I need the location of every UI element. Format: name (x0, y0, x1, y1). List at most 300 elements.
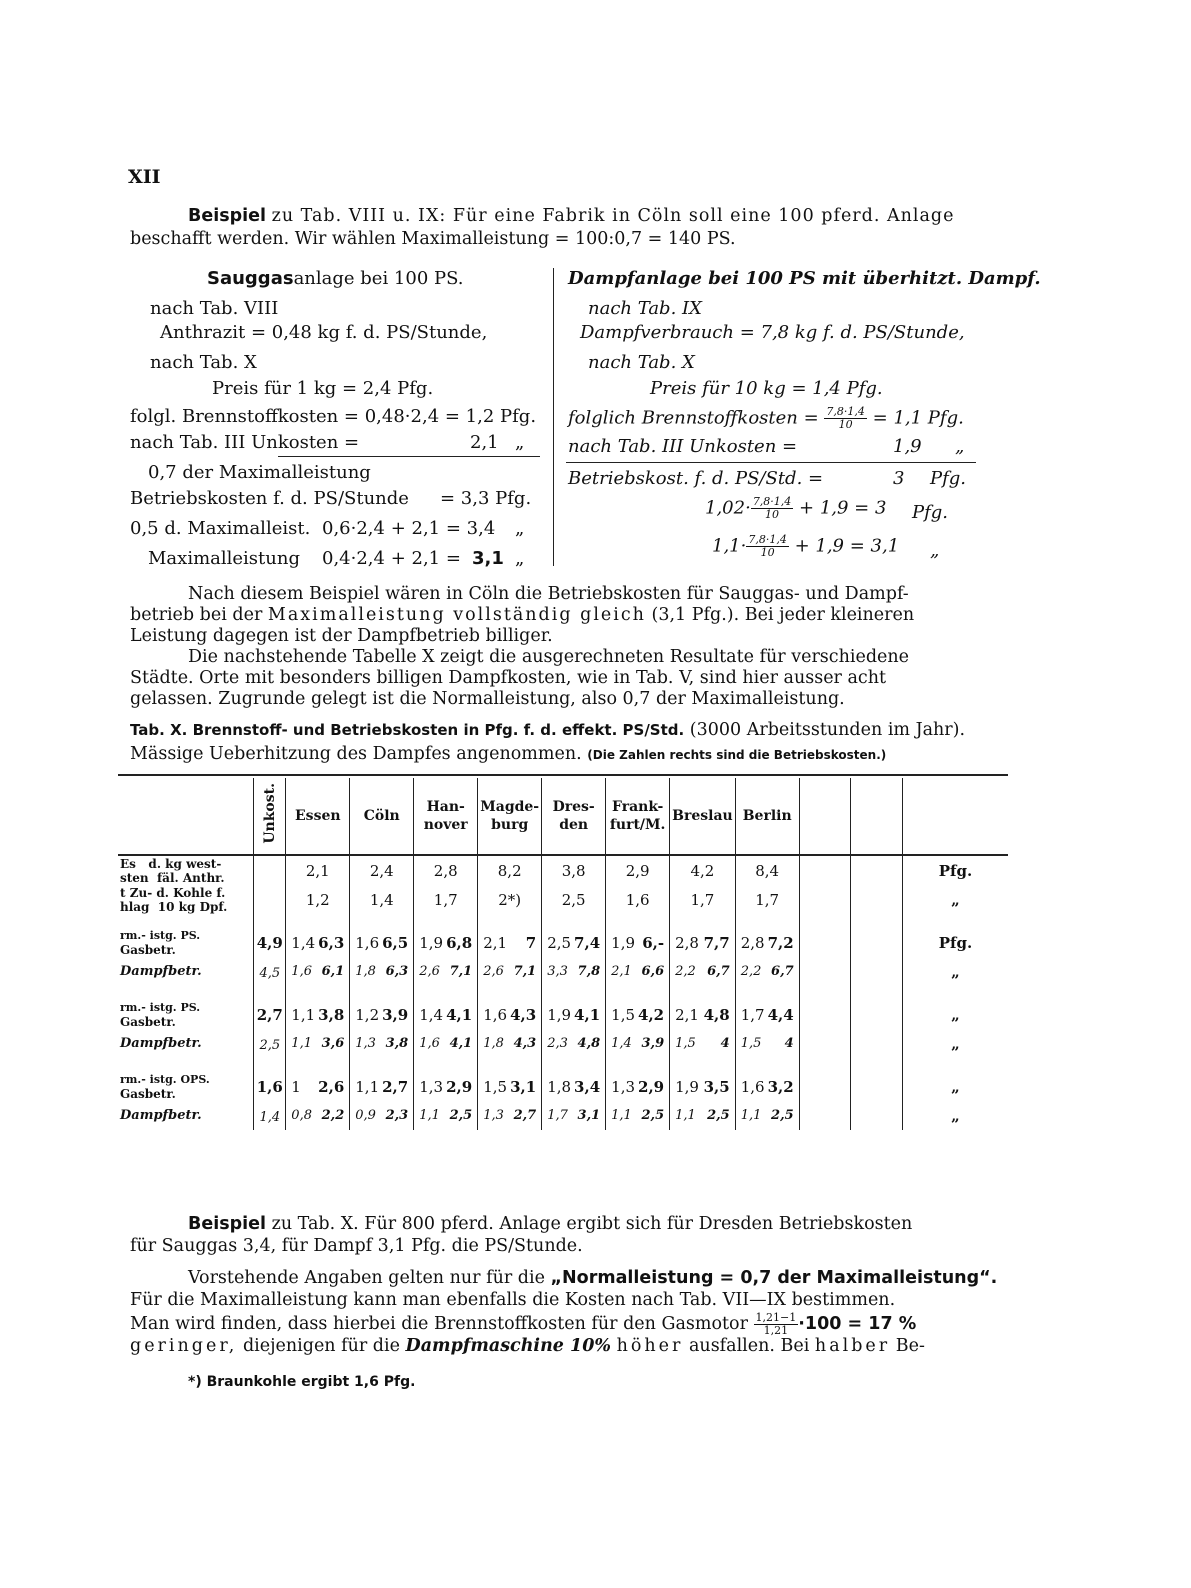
group-0-dampf-row (118, 957, 1008, 986)
cost-pair-cell (542, 928, 606, 957)
fraction-numerator: 7,8·1,4 (748, 533, 787, 546)
operating-cost: 7,2 (767, 933, 794, 952)
closing-line-1 (188, 1268, 997, 1289)
group-row-label (118, 1072, 254, 1101)
closing-line-2: Für die Maximalleistung kann man ebenfalls die Kosten nach Tab. VII—IX bestimmen. (130, 1290, 896, 1310)
gap-cell (286, 914, 350, 928)
cost-pair-cell (542, 1101, 606, 1130)
closing-line-4 (130, 1336, 925, 1357)
fuel-cost: 1,4 (291, 933, 316, 952)
mode-label: Gasbetr. (120, 943, 176, 957)
fuel-value-text: 1,7 (755, 890, 780, 909)
fuel-cost: 2,2 (675, 964, 696, 979)
unit-text: „ (951, 1005, 960, 1024)
gap-cell (851, 986, 903, 1000)
operating-cost: 6,7 (771, 964, 794, 979)
right-line-8-unit: Pfg. (912, 502, 949, 523)
operating-cost: 2,3 (385, 1108, 409, 1123)
cost-pair (544, 1108, 603, 1123)
cost-pair-cell (606, 1029, 670, 1058)
right-line-1: nach Tab. IX (588, 298, 702, 319)
gap-cell (606, 1058, 670, 1072)
left-line-6-ditto: „ (515, 432, 525, 453)
header-blank-0 (799, 778, 851, 855)
gap-cell (735, 986, 799, 1000)
fuel-cost: 2,6 (483, 964, 504, 979)
fuel-value-text: 2,9 (625, 861, 650, 880)
right-line-9-fraction (746, 534, 788, 559)
gap-cell (478, 914, 542, 928)
fuel-cost: 2,6 (419, 964, 440, 979)
fraction-denominator: 10 (760, 546, 775, 559)
city-name: Cöln (363, 808, 400, 824)
intro-line-2: beschafft werden. Wir wählen Maximalleistung = 100:0,7 = 140 PS. (130, 229, 736, 249)
fuel-value-text: 1,7 (690, 890, 715, 909)
cost-pair-cell (478, 928, 542, 957)
fuel-cost: 1,5 (675, 1036, 696, 1051)
unkost-value: 1,6 (256, 1077, 283, 1096)
cost-pair (480, 1006, 539, 1024)
fuel-cost: 1,6 (355, 933, 380, 952)
closing-line-3-fraction (754, 1312, 799, 1337)
group-row-label (118, 1000, 254, 1029)
mid-line-2-a: betrieb bei der (130, 605, 263, 625)
cost-pair (672, 1036, 733, 1051)
cost-pair (738, 1036, 797, 1051)
left-line-10-value: 3,1 (472, 548, 504, 569)
closing-line-1-b: „Normalleistung = 0,7 der Maximalleistung“. (550, 1268, 998, 1288)
fuel-value (350, 855, 414, 885)
operating-cost: 4,1 (574, 1005, 601, 1024)
fuel-cost: 1,8 (547, 1077, 572, 1096)
operating-cost: 4,8 (703, 1005, 730, 1024)
fuel-cost: 2,1 (675, 1005, 699, 1024)
header-city-3 (478, 778, 542, 855)
closing-line-3-b: ·100 = 17 % (798, 1314, 917, 1334)
fuel-cost: 1,8 (355, 964, 376, 979)
gap-cell (118, 986, 254, 1000)
operating-cost: 4,2 (638, 1005, 665, 1024)
unit-cell (902, 957, 1008, 986)
left-line-9-label: 0,5 d. Maximalleist. (130, 518, 311, 539)
mid-line-2-c: (3,1 Pfg.). Bei jeder kleineren (651, 605, 915, 625)
fraction-denominator: 10 (765, 508, 780, 521)
gap-cell (254, 1058, 286, 1072)
unkost-value: 2,5 (259, 1037, 281, 1053)
cost-pair (608, 964, 667, 979)
left-line-10-label: Maximalleistung (148, 548, 300, 569)
group-gap (118, 986, 1008, 1000)
operating-cost: 4,3 (510, 1005, 537, 1024)
operating-cost: 7,7 (703, 933, 730, 952)
group-1-dampf-row (118, 1029, 1008, 1058)
closing-line-4-a: geringer, (130, 1336, 238, 1356)
fuel-row-label (118, 885, 254, 914)
operating-cost: 3,1 (577, 1108, 601, 1123)
cost-pair (352, 1006, 411, 1024)
fuel-value-text: 8,4 (755, 861, 780, 880)
unkost-value: 4,9 (256, 933, 283, 952)
cost-pair-cell (542, 1072, 606, 1101)
fuel-cost: 1,5 (483, 1077, 508, 1096)
mode-label: Gasbetr. (120, 1015, 176, 1029)
fraction-numerator: 7,8·1,4 (752, 495, 792, 508)
fuel-cost: 1,6 (419, 1036, 440, 1051)
right-line-9 (712, 534, 899, 559)
left-line-5: folgl. Brennstoffkosten = 0,48·2,4 = 1,2 Pfg. (130, 406, 537, 427)
fuel-cost: 3,3 (547, 964, 568, 979)
cost-pair (480, 934, 539, 952)
closing-line-3 (130, 1312, 916, 1337)
cost-pair-cell (670, 1072, 736, 1101)
cost-pair-cell (350, 1072, 414, 1101)
header-city-5 (606, 778, 670, 855)
fuel-cost: 1,1 (419, 1108, 440, 1123)
unit-text: „ (951, 1034, 960, 1053)
cost-pair (608, 1006, 667, 1024)
fuel-cost: 1,1 (291, 1005, 316, 1024)
right-line-8-result: + 1,9 = 3 (799, 497, 887, 519)
cost-pair (288, 1006, 347, 1024)
cost-pair (738, 1006, 797, 1024)
fuel-cost: 1,1 (675, 1108, 696, 1123)
group-1-gas-row (118, 1000, 1008, 1029)
city-name: Dres- den (552, 799, 595, 833)
fuel-value (542, 855, 606, 885)
group-label: rm.- istg. OPS. (120, 1073, 210, 1086)
right-line-9-factor: 1,1· (712, 535, 747, 557)
cost-pair (288, 1036, 347, 1051)
table-x (118, 778, 1008, 1130)
operating-cost: 4 (720, 1036, 730, 1051)
fuel-value (286, 885, 350, 914)
fuel-row-kohle (118, 885, 1008, 914)
cost-pair (288, 964, 347, 979)
fuel-value-text: 1,6 (625, 890, 650, 909)
group-2-gas-row (118, 1072, 1008, 1101)
cost-pair-cell (606, 928, 670, 957)
header-city-1 (350, 778, 414, 855)
cost-pair-cell (478, 1101, 542, 1130)
right-line-9-ditto: „ (930, 540, 940, 561)
cost-pair-cell (606, 1000, 670, 1029)
cost-pair (352, 1078, 411, 1096)
city-name: Breslau (672, 808, 733, 824)
fuel-value (670, 855, 736, 885)
header-corner (118, 778, 254, 855)
fuel-cost: 1,2 (355, 1005, 380, 1024)
mode-label: Dampfbetr. (120, 1036, 202, 1051)
gap-cell (670, 1058, 736, 1072)
group-label: rm.- istg. PS. (120, 929, 201, 942)
left-line-9-formula: 0,6·2,4 + 2,1 = 3,4 (322, 518, 496, 539)
operating-cost: 4,4 (767, 1005, 794, 1024)
unit-cell (902, 855, 1008, 885)
blank-cell (851, 928, 903, 957)
header-city-7 (735, 778, 799, 855)
operating-cost: 4 (784, 1036, 794, 1051)
gap-cell (902, 986, 1008, 1000)
fuel-cost: 1,1 (355, 1077, 380, 1096)
left-line-9-ditto: „ (515, 518, 525, 539)
fuel-cost: 2,3 (547, 1036, 568, 1051)
blank-cell (851, 1101, 903, 1130)
operating-cost: 6,3 (318, 933, 345, 952)
blank-cell (799, 957, 851, 986)
cost-pair (416, 1108, 475, 1123)
left-line-1: nach Tab. VIII (150, 298, 279, 319)
cost-pair-cell (478, 1000, 542, 1029)
operating-cost: 3,4 (574, 1077, 601, 1096)
gap-cell (478, 1058, 542, 1072)
unit-text: Pfg. (938, 933, 973, 952)
left-line-4: Preis für 1 kg = 2,4 Pfg. (212, 378, 434, 399)
unit-cell (902, 928, 1008, 957)
cost-pair-cell (414, 1101, 478, 1130)
cost-pair (544, 1078, 603, 1096)
city-name: Magde- burg (480, 799, 540, 833)
table-caption-bold: Tab. X. Brennstoff- und Betriebskosten in Pfg. f. d. effekt. PS/Std. (130, 721, 685, 739)
cost-pair-cell (542, 1029, 606, 1058)
mode-label: Gasbetr. (120, 1087, 176, 1101)
footnote: *) Braunkohle ergibt 1,6 Pfg. (188, 1374, 416, 1390)
fuel-cost: 2,2 (740, 964, 762, 979)
group-row-label (118, 1101, 254, 1130)
cost-pair-cell (735, 1029, 799, 1058)
group-row-label (118, 928, 254, 957)
unit-cell (902, 885, 1008, 914)
left-heading-rest: anlage bei 100 PS. (293, 268, 464, 289)
right-line-8-factor: 1,02· (705, 497, 751, 519)
operating-cost: 4,3 (513, 1036, 537, 1051)
city-name: Berlin (742, 808, 792, 824)
example2-label: Beispiel (188, 1214, 267, 1234)
fuel-cost: 2,1 (483, 933, 508, 952)
cost-pair-cell (414, 1072, 478, 1101)
fuel-cost: 1,1 (611, 1108, 632, 1123)
closing-line-4-d: höher (616, 1336, 684, 1356)
gap-cell (902, 914, 1008, 928)
cost-pair (416, 1078, 475, 1096)
gap-cell (350, 1058, 414, 1072)
right-line-7-unit: Pfg. (930, 468, 967, 489)
cost-pair-cell (478, 957, 542, 986)
header-city-6 (670, 778, 736, 855)
operating-cost: 2,5 (641, 1108, 665, 1123)
fuel-value (735, 885, 799, 914)
cost-pair (544, 964, 603, 979)
unkost-value: 2,7 (256, 1005, 283, 1024)
cost-pair-cell (286, 1000, 350, 1029)
fuel-unkost-blank (254, 855, 286, 885)
cost-pair (738, 934, 797, 952)
operating-cost: 2,7 (382, 1077, 409, 1096)
fuel-label-line: t Zu- d. Kohle f. (120, 885, 226, 900)
fuel-cost: 0,8 (291, 1108, 312, 1123)
right-line-5-label: folglich Brennstoffkosten = (568, 407, 819, 429)
cost-pair-cell (670, 1029, 736, 1058)
gap-cell (799, 986, 851, 1000)
group-row-label (118, 1029, 254, 1058)
city-name: Han- nover (423, 799, 468, 833)
cost-pair-cell (670, 1000, 736, 1029)
closing-line-3-a: Man wird finden, dass hierbei die Brennstoffkosten für den Gasmotor (130, 1314, 748, 1334)
fuel-value-text: 2,8 (433, 861, 458, 880)
example2-line-2: für Sauggas 3,4, für Dampf 3,1 Pfg. die PS/Stunde. (130, 1236, 583, 1256)
unit-cell (902, 1000, 1008, 1029)
cost-pair (416, 934, 475, 952)
fuel-cost: 1,3 (355, 1036, 376, 1051)
cost-pair (608, 1108, 667, 1123)
left-heading (207, 268, 464, 289)
fuel-label-line: Es d. kg west- (120, 856, 222, 871)
cost-pair-cell (606, 957, 670, 986)
cost-pair-cell (350, 957, 414, 986)
mode-label: Dampfbetr. (120, 1108, 202, 1123)
unit-text: „ (951, 890, 960, 909)
table-caption-note: (Die Zahlen rechts sind die Betriebskosten.) (587, 748, 887, 762)
table-caption-line-2 (130, 744, 886, 766)
cost-pair (672, 934, 733, 952)
cost-pair (416, 1006, 475, 1024)
fuel-value (478, 855, 542, 885)
closing-line-1-a: Vorstehende Angaben gelten nur für die (188, 1268, 545, 1288)
cost-pair-cell (286, 957, 350, 986)
operating-cost: 7 (525, 933, 537, 952)
fraction-denominator: 10 (838, 418, 853, 431)
left-line-3: nach Tab. X (150, 352, 257, 373)
group-unkost (254, 928, 286, 957)
operating-cost: 6,- (642, 933, 665, 952)
blank-cell (851, 1000, 903, 1029)
group-unkost (254, 1000, 286, 1029)
gap-cell (542, 1058, 606, 1072)
left-line-8-label: Betriebskosten f. d. PS/Stunde (130, 488, 409, 509)
blank-cell (799, 885, 851, 914)
operating-cost: 6,1 (321, 964, 345, 979)
cost-pair (608, 934, 667, 952)
fraction-numerator: 7,8·1,4 (826, 405, 865, 418)
right-line-2: Dampfverbrauch = 7,8 kg f. d. PS/Stunde, (580, 322, 965, 343)
operating-cost: 7,1 (449, 964, 473, 979)
operating-cost: 3,1 (510, 1077, 537, 1096)
group-gap (118, 1058, 1008, 1072)
closing-line-4-c: Dampfmaschine 10% (405, 1336, 612, 1356)
right-line-3: nach Tab. X (588, 352, 695, 373)
blank-cell (851, 885, 903, 914)
mid-line-6: gelassen. Zugrunde gelegt ist die Normalleistung, also 0,7 der Maximalleistung. (130, 689, 845, 709)
cost-pair-cell (414, 957, 478, 986)
table-top-rule (118, 774, 1008, 776)
mid-line-2 (130, 605, 914, 626)
fuel-cost: 1,4 (611, 1036, 632, 1051)
page-number: XII (128, 166, 161, 188)
gap-cell (118, 1058, 254, 1072)
gap-cell (286, 1058, 350, 1072)
right-line-9-result: + 1,9 = 3,1 (794, 535, 900, 557)
fuel-cost: 1,3 (611, 1077, 636, 1096)
fuel-cost: 1,6 (291, 964, 312, 979)
operating-cost: 4,1 (446, 1005, 473, 1024)
fuel-value-text: 2,1 (305, 861, 330, 880)
gap-cell (350, 986, 414, 1000)
city-name: Frank- furt/M. (609, 799, 666, 833)
header-city-2 (414, 778, 478, 855)
fuel-cost: 1,9 (419, 933, 444, 952)
operating-cost: 6,8 (446, 933, 473, 952)
closing-line-4-e: ausfallen. Bei (688, 1336, 810, 1356)
fuel-value-text: 8,2 (497, 861, 522, 880)
left-line-8-value: = 3,3 Pfg. (440, 488, 532, 509)
group-label: rm.- istg. PS. (120, 1001, 201, 1014)
cost-pair-cell (606, 1101, 670, 1130)
cost-pair (672, 964, 733, 979)
left-line-6-label: nach Tab. III Unkosten = (130, 432, 360, 453)
right-line-5-result: = 1,1 Pfg. (872, 407, 964, 429)
fuel-value-text: 1,4 (369, 890, 394, 909)
cost-pair-cell (735, 1101, 799, 1130)
operating-cost: 6,5 (382, 933, 409, 952)
blank-cell (799, 1000, 851, 1029)
fuel-value (286, 855, 350, 885)
blank-cell (851, 855, 903, 885)
operating-cost: 2,5 (771, 1108, 794, 1123)
city-name: Essen (295, 808, 341, 824)
blank-cell (799, 928, 851, 957)
example2-line-1 (188, 1214, 912, 1235)
gap-cell (902, 1058, 1008, 1072)
operating-cost: 6,7 (707, 964, 730, 979)
right-line-4: Preis für 10 kg = 1,4 Pfg. (650, 378, 883, 399)
blank-cell (799, 1072, 851, 1101)
fuel-row-label (118, 855, 254, 885)
right-line-8-fraction (751, 496, 793, 521)
table-header-row (118, 778, 1008, 855)
fuel-value-text: 2,4 (369, 861, 394, 880)
gap-cell (606, 914, 670, 928)
gap-cell (414, 986, 478, 1000)
fuel-cost: 1,1 (291, 1036, 312, 1051)
cost-pair-cell (735, 928, 799, 957)
gap-cell (735, 914, 799, 928)
fuel-value (542, 885, 606, 914)
right-line-6-ditto: „ (955, 436, 965, 457)
fuel-cost: 1,7 (740, 1005, 765, 1024)
blank-cell (851, 1072, 903, 1101)
column-divider (553, 268, 554, 566)
fuel-cost: 2,8 (740, 933, 765, 952)
unit-text: „ (951, 1077, 960, 1096)
mid-line-1: Nach diesem Beispiel wären in Cöln die Betriebskosten für Sauggas- und Dampf- (188, 584, 909, 604)
cost-pair (416, 1036, 475, 1051)
left-line-10-formula: 0,4·2,4 + 2,1 = (322, 548, 461, 569)
cost-pair-cell (286, 928, 350, 957)
gap-cell (799, 914, 851, 928)
gap-cell (414, 1058, 478, 1072)
cost-pair (544, 1006, 603, 1024)
cost-pair (288, 1078, 347, 1096)
cost-pair-cell (735, 957, 799, 986)
cost-pair-cell (414, 1000, 478, 1029)
left-line-10-ditto: „ (515, 548, 525, 569)
cost-pair (672, 1006, 733, 1024)
operating-cost: 6,6 (641, 964, 665, 979)
blank-cell (799, 1101, 851, 1130)
operating-cost: 6,3 (385, 964, 409, 979)
gap-cell (851, 1058, 903, 1072)
closing-line-4-g: Be- (895, 1336, 925, 1356)
fuel-value-text: 4,2 (690, 861, 715, 880)
